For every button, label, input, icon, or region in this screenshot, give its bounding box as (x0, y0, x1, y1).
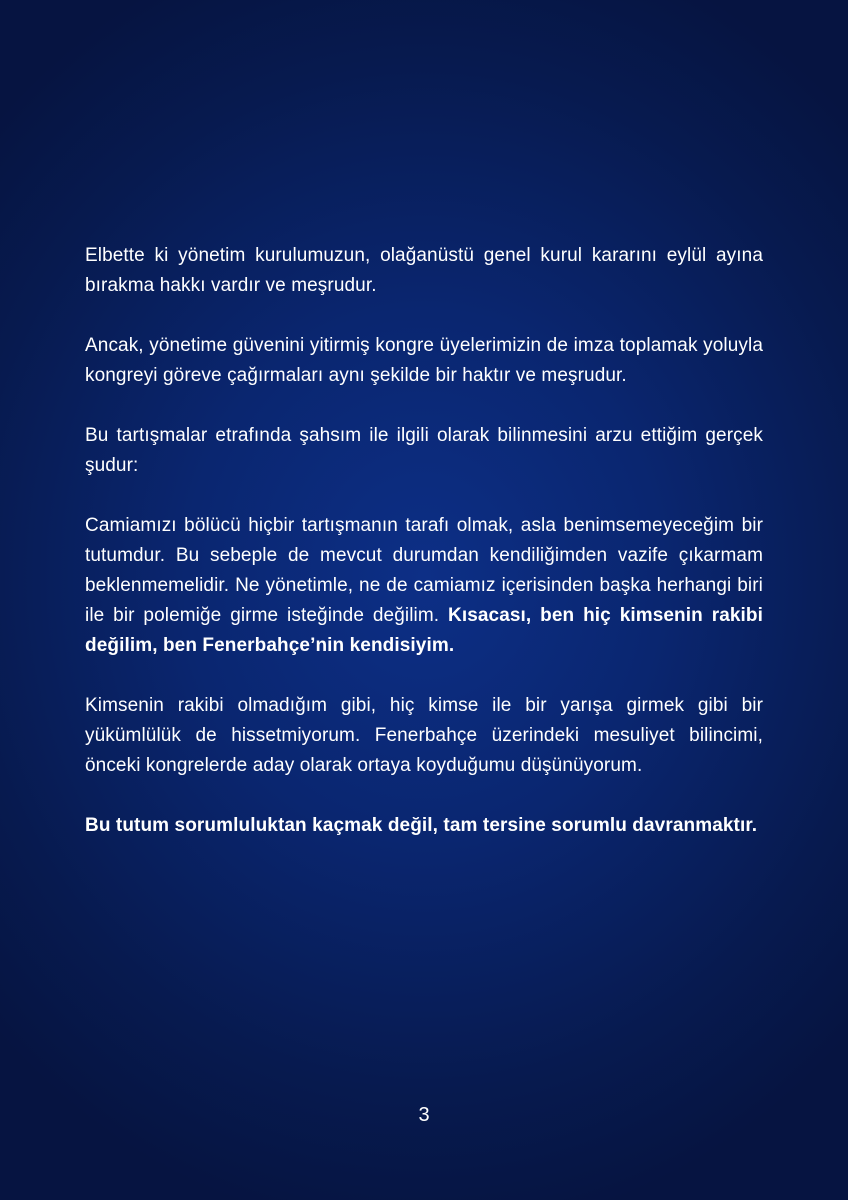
paragraph-6-bold-text: Bu tutum sorumluluktan kaçmak değil, tam tersine sorumlu davranmaktır. (85, 815, 758, 836)
paragraph-6 (85, 811, 763, 841)
paragraph-1-text: Elbette ki yönetim kurulumuzun, olağanüstü genel kurul kararını eylül ayına bırakma hakkı vardır ve meşrudur. (85, 245, 763, 296)
document-body (85, 241, 763, 871)
page-number: 3 (418, 1104, 430, 1126)
paragraph-3 (85, 421, 763, 481)
paragraph-4-bold-text: Kısacası, ben hiç kimsenin rakibi değilim, ben Fenerbahçe’nin kendisiyim. (85, 605, 763, 656)
paragraph-4-text: Camiamızı bölücü hiçbir tartışmanın tarafı olmak, asla benimsemeyeceğim bir tutumdur. Bu sebeple de mevcut durumdan kendiliğimden vazife çıkarmam beklenmemelidir. Ne yönetimle, ne de camiamız içerisinden başka herhangi biri ile bir polemiğe girme isteğinde değilim. (85, 515, 763, 626)
paragraph-5-text: Kimsenin rakibi olmadığım gibi, hiç kimse ile bir yarışa girmek gibi bir yükümlülük de hissetmiyorum. Fenerbahçe üzerindeki mesuliyet bilincimi, önceki kongrelerde aday olarak ortaya koyduğumu düşünüyorum. (85, 695, 763, 776)
paragraph-3-text: Bu tartışmalar etrafında şahsım ile ilgili olarak bilinmesini arzu ettiğim gerçek şudur: (85, 425, 763, 476)
paragraph-5 (85, 691, 763, 781)
paragraph-2 (85, 331, 763, 391)
paragraph-2-text: Ancak, yönetime güvenini yitirmiş kongre üyelerimizin de imza toplamak yoluyla kongreyi göreve çağırmaları aynı şekilde bir haktır ve meşrudur. (85, 335, 763, 386)
paragraph-1 (85, 241, 763, 301)
paragraph-4 (85, 511, 763, 661)
